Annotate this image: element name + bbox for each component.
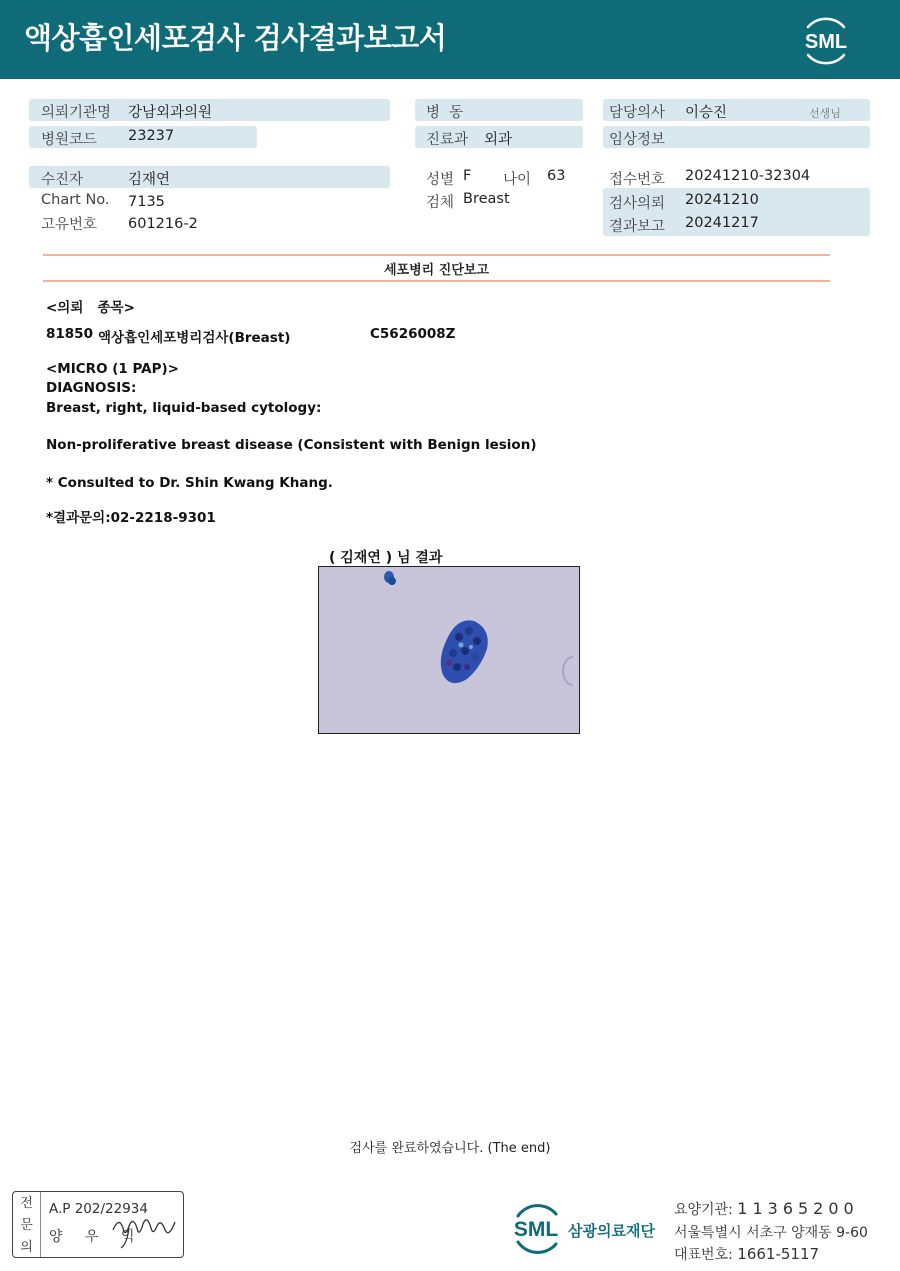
- signature-image: [109, 1208, 181, 1250]
- section-divider-bottom: [43, 280, 830, 282]
- specimen-label: 검체: [426, 195, 455, 211]
- diagnosis-text: Non-proliferative breast disease (Consistent with Benign lesion): [46, 437, 537, 453]
- doctor-value: 이승진: [685, 105, 728, 121]
- end-text: 검사를 완료하였습니다. (The end): [349, 1141, 551, 1156]
- micro-heading: <MICRO (1 PAP)>: [46, 361, 179, 377]
- report-title: 액상흡인세포검사 검사결과보고서: [24, 21, 447, 55]
- contact-text: *결과문의:02-2218-9301: [46, 510, 216, 526]
- specimen-value: Breast: [463, 191, 510, 207]
- patient-label: 수진자: [41, 172, 84, 188]
- sex-value: F: [463, 168, 472, 184]
- report-header: [0, 0, 900, 79]
- hospital-label: 의뢰기관명: [41, 105, 112, 121]
- consult-text: * Consulted to Dr. Shin Kwang Khang.: [46, 475, 333, 491]
- section-title: 세포병리 진단보고: [384, 263, 489, 278]
- doctor-label: 담당의사: [609, 105, 666, 121]
- image-caption: ( 김재연 ) 님 결과: [329, 550, 443, 566]
- order-code: 81850: [46, 326, 93, 342]
- order-name: 액상흡인세포병리검사(Breast): [98, 330, 291, 346]
- stamp-char-1: 전: [20, 1196, 33, 1211]
- doctor-suffix: 선생님: [809, 107, 841, 120]
- svg-text:SML: SML: [804, 31, 848, 53]
- sml-logo: [798, 13, 854, 67]
- ward-label: 병 동: [426, 105, 464, 121]
- id-value: 601216-2: [128, 216, 198, 232]
- diagnosis-site: Breast, right, liquid-based cytology:: [46, 400, 322, 416]
- footer-org-name: 삼광의료재단: [568, 1222, 655, 1240]
- age-label: 나이: [503, 172, 532, 188]
- footer-code-row: [674, 1199, 859, 1219]
- footer-phone-label: 대표번호:: [674, 1247, 733, 1263]
- stamp-name: 양 우 익: [49, 1229, 144, 1245]
- cytology-image: [318, 566, 580, 734]
- sex-label: 성별: [426, 172, 455, 188]
- svg-text:SML: SML: [513, 1218, 559, 1241]
- chart-label: Chart No.: [41, 192, 110, 208]
- age-value: 63: [547, 168, 566, 184]
- dept-label: 진료과: [426, 132, 469, 148]
- clinical-label: 임상정보: [609, 132, 666, 148]
- chart-value: 7135: [128, 194, 165, 210]
- hospital-value: 강남외과의원: [128, 105, 213, 121]
- code-label: 병원코드: [41, 132, 98, 148]
- footer-address: 서울특별시 서초구 양재동 9-60: [674, 1225, 868, 1241]
- section-divider-top: [43, 254, 830, 256]
- footer-code-value: 11365200: [737, 1199, 859, 1218]
- footer-code-label: 요양기관:: [674, 1202, 733, 1218]
- stamp-vertical-label: [13, 1192, 41, 1257]
- diagnosis-label: DIAGNOSIS:: [46, 380, 137, 396]
- footer-phone-row: [674, 1244, 819, 1264]
- receipt-label: 접수번호: [609, 172, 666, 188]
- stamp-ap-number: A.P 202/22934: [49, 1201, 148, 1217]
- footer-sml-logo: [508, 1200, 568, 1256]
- order-heading: <의뢰 종목>: [46, 300, 135, 316]
- order-id: C5626008Z: [370, 326, 456, 342]
- stamp-char-3: 의: [20, 1240, 33, 1255]
- cell-cluster-graphic: [319, 567, 580, 734]
- id-label: 고유번호: [41, 217, 98, 233]
- report-value: 20241217: [685, 215, 759, 231]
- dept-value: 외과: [484, 132, 513, 148]
- stamp-char-2: 문: [20, 1218, 33, 1233]
- code-value: 23237: [128, 128, 175, 144]
- request-label: 검사의뢰: [609, 196, 666, 212]
- patient-field-bg: [29, 166, 390, 188]
- footer-phone-value: 1661-5117: [737, 1245, 820, 1263]
- pathologist-stamp: [12, 1191, 184, 1258]
- receipt-value: 20241210-32304: [685, 168, 811, 184]
- patient-value: 김재연: [128, 172, 171, 188]
- report-label: 결과보고: [609, 219, 666, 235]
- request-value: 20241210: [685, 192, 759, 208]
